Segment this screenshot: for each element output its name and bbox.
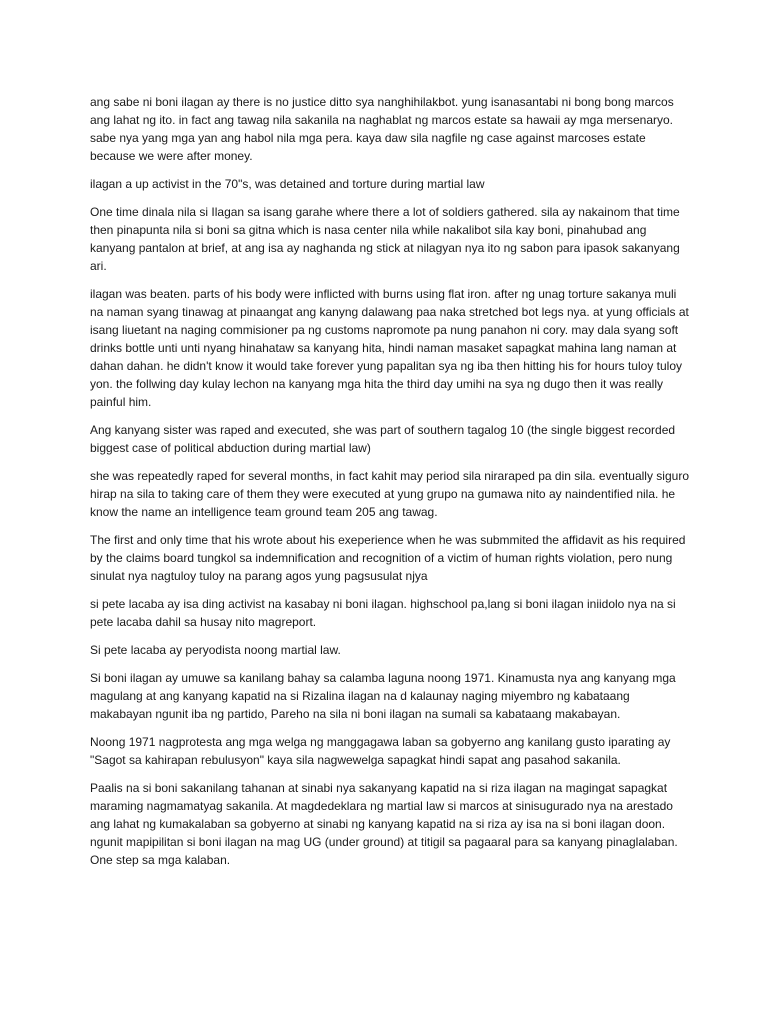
- paragraph-6: she was repeatedly raped for several months, in fact kahit may period sila niraraped pa din sila. eventually siguro hirap na sila to taking care of them they were executed at yung grupo na gumawa nito ay naindentified nila. he know the name an intelligence team ground team 205 ang tawag.: [90, 469, 689, 519]
- paragraph-1: ang sabe ni boni ilagan ay there is no justice ditto sya nanghihilakbot. yung isanasantabi ni bong bong marcos ang lahat ng ito. in fact ang tawag nila sakanila na naghablat ng marcos estate sa hawaii ay mga mersenaryo. sabe nya yang mga yan ang habol nila mga pera. kaya daw sila nagfile ng case against marcoses estate because we were after money.: [90, 95, 674, 163]
- paragraph-4: ilagan was beaten. parts of his body were inflicted with burns using flat iron. after ng unag torture sakanya muli na naman syang tinawag at pinaangat ang kanyng dalawang paa naka stretched bot legs nya. at yung officials at isang liuetant na naging commisioner pa ng customs napromote pa nung panahon ni cory. may dala syang soft drinks bottle unti unti nyang hinahataw sa kanyang hita, hindi naman masaket sapagkat mahina lang naman at dahan dahan. he didn't know it would take forever yung papalitan sya ng iba then hitting his for hours tuloy tuloy yon. the follwing day kulay lechon na kanyang mga hita the third day umihi na sya ng dugo then it was really painful him.: [90, 287, 689, 409]
- paragraph-8: si pete lacaba ay isa ding activist na kasabay ni boni ilagan. highschool pa,lang si boni ilagan iniidolo nya na si pete lacaba dahil sa husay nito magreport.: [90, 597, 676, 629]
- paragraph-9: Si pete lacaba ay peryodista noong martial law.: [90, 643, 341, 657]
- paragraph-5: Ang kanyang sister was raped and executed, she was part of southern tagalog 10 (the single biggest recorded biggest case of political abduction during martial law): [90, 423, 676, 455]
- paragraph-11: Noong 1971 nagprotesta ang mga welga ng manggagawa laban sa gobyerno ang kanilang gusto iparating ay "Sagot sa kahirapan rebulusyon" kaya sila nagwewelga sapagkat hindi sapat ang pasahod sakanila.: [90, 735, 671, 767]
- document-body: [90, 93, 690, 879]
- paragraph-7: The first and only time that his wrote about his exeperience when he was submmited the affidavit as his required by the claims board tungkol sa indemnification and recognition of a victim of human rights violation, pero nung sinulat nya nagtuloy tuloy na parang agos yung pagsusulat njya: [90, 533, 686, 583]
- paragraph-12: Paalis na si boni sakanilang tahanan at sinabi nya sakanyang kapatid na si riza ilagan na magingat sapagkat maraming nagmamatyag sakanila. At magdedeklara ng martial law si marcos at sinisugurado nya na arestado ang lahat ng kumakalaban sa gobyerno at sinabi ng kanyang kapatid na si riza ay isa na si boni ilagan doon. ngunit mapipilitan si boni ilagan na mag UG (under ground) at titigil sa pagaaral para sa kanyang pinaglalaban. One step sa mga kalaban.: [90, 781, 678, 867]
- paragraph-2: ilagan a up activist in the 70"s, was detained and torture during martial law: [90, 177, 485, 191]
- paragraph-10: Si boni ilagan ay umuwe sa kanilang bahay sa calamba laguna noong 1971. Kinamusta nya ang kanyang mga magulang at ang kanyang kapatid na si Rizalina ilagan na d kalaunay naging miyembro ng kabataang makabayan ngunit iba ng partido, Pareho na sila ni boni ilagan na sumali sa kabataang makabayan.: [90, 671, 676, 721]
- paragraph-3: One time dinala nila si Ilagan sa isang garahe where there a lot of soldiers gathered. sila ay nakainom that time then pinapunta nila si boni sa gitna which is nasa center nila while nakalibot sila kay boni, pinahubad ang kanyang pantalon at brief, at ang isa ay naghanda ng stick at nilagyan nya ito ng sabon para ipasok sakanyang ari.: [90, 205, 680, 273]
